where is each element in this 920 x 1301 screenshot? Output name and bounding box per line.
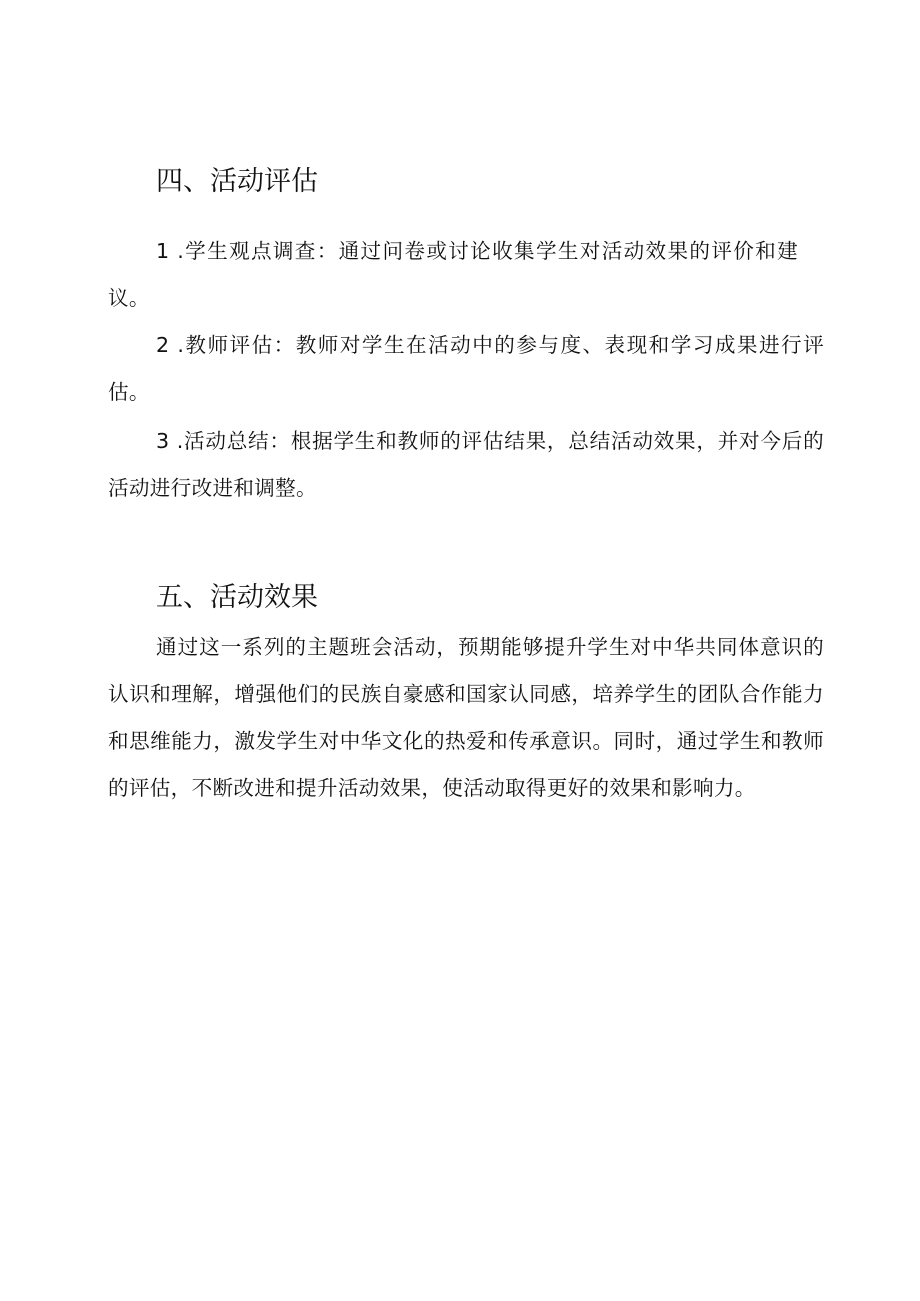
- effects-paragraph: 通过这一系列的主题班会活动，预期能够提升学生对中华共同体意识的认识和理解，增强他们的民族自豪感和国家认同感，培养学生的团队合作能力和思维能力，激发学生对中华文化的热爱和传承意识。同时，通过学生和教师的评估，不断改进和提升活动效果，使活动取得更好的效果和影响力。: [108, 635, 824, 800]
- evaluation-item-3: [108, 418, 824, 512]
- item-number: 3: [156, 429, 170, 453]
- section-heading-effects: 五、活动效果: [156, 582, 318, 613]
- item-text: .教师评估：教师对学生在活动中的参与度、表现和学习成果进行评估。: [108, 333, 824, 404]
- item-text: .学生观点调查：通过问卷或讨论收集学生对活动效果的评价和建议。: [108, 239, 798, 310]
- item-number: 2: [156, 333, 170, 357]
- evaluation-item-1: [108, 228, 798, 322]
- item-text: .活动总结：根据学生和教师的评估结果，总结活动效果，并对今后的活动进行改进和调整。: [108, 429, 824, 500]
- item-number: 1: [156, 239, 170, 263]
- section-heading-evaluation: 四、活动评估: [156, 166, 318, 197]
- evaluation-item-2: [108, 322, 824, 416]
